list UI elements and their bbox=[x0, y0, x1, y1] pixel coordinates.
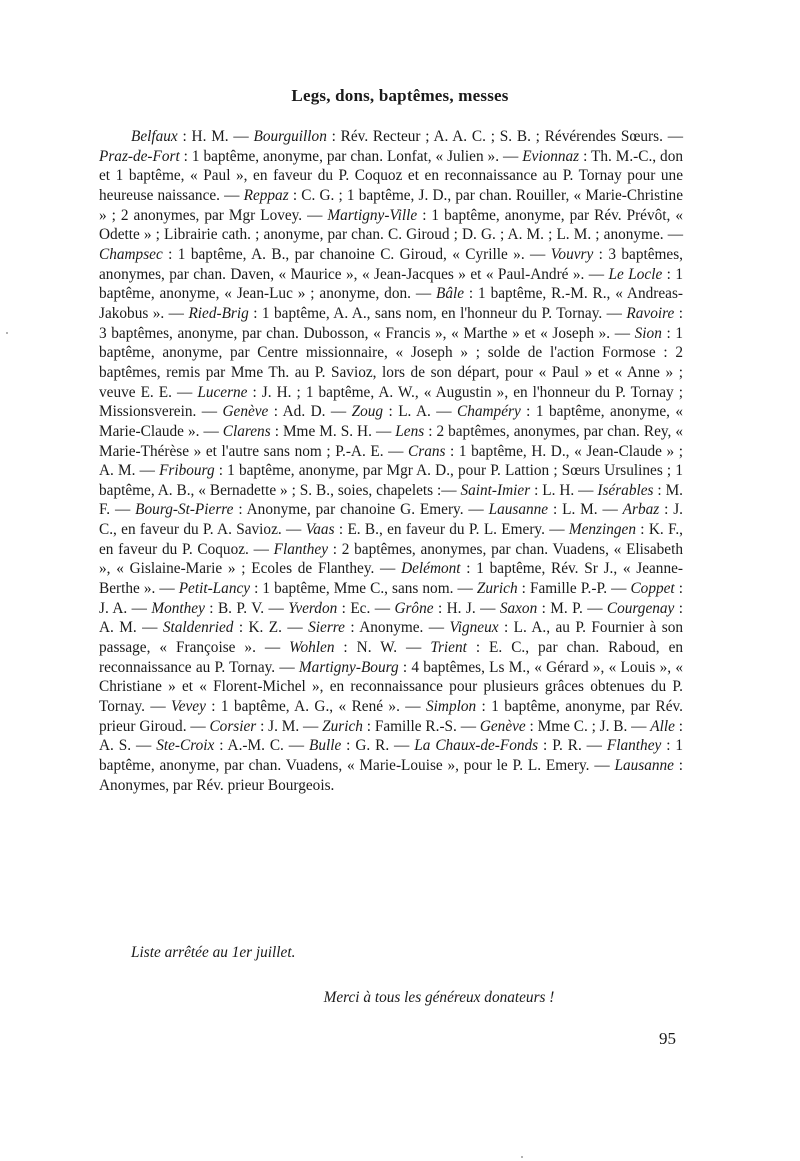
place-name: Isérables bbox=[597, 481, 654, 499]
place-name: Staldenried bbox=[162, 619, 234, 637]
donation-detail: : 1 baptême, A. B., par chanoine C. Giroud, « Cyrille ». — bbox=[162, 245, 551, 263]
place-name: Grône bbox=[394, 599, 434, 617]
donation-detail: : H. J. — bbox=[433, 599, 500, 617]
donation-detail: : Anonyme, par chanoine G. Emery. — bbox=[233, 501, 489, 519]
place-name: Fribourg bbox=[159, 462, 215, 480]
donation-detail: : N. W. — bbox=[334, 639, 431, 657]
place-name: Champéry bbox=[457, 403, 521, 421]
donation-detail: : 1 baptême, anonyme, « Marie-Claude ». — bbox=[99, 403, 684, 440]
donation-detail: : 1 baptême, anonyme, par Rév. Prévôt, « Odette » ; Librairie cath. ; anonyme, par chan. C. Giroud ; D. G. ; A. M. ; L. M. ; anonyme. — bbox=[99, 206, 683, 244]
donation-detail: : 3 baptêmes, anonyme, par chan. Dubosson, « Francis », « Marthe » et « Joseph ». — bbox=[99, 304, 683, 342]
donation-detail: : 1 baptême, anonyme, par Centre missionnaire, « Joseph » ; solde de l'action Formose : 2 baptêmes, remis par Mme Th. au P. Savioz, lors de son départ, pour « Paul » et « Anne » ; veuve E. E. — bbox=[99, 324, 683, 401]
donation-detail: : 1 baptême, H. D., « Jean-Claude » ; A. M. — bbox=[99, 442, 684, 480]
donation-detail: : A.-M. C. — bbox=[214, 737, 309, 755]
place-name: Zoug bbox=[351, 403, 384, 421]
donation-detail: : 1 baptême, anonyme, par Rév. prieur Giroud. — bbox=[99, 698, 683, 735]
donation-detail: : 2 baptêmes, anonymes, par chan. Vuadens, « Elisabeth », « Gislaine-Marie » ; Ecoles de Flanthey. — bbox=[99, 540, 683, 578]
place-name: Alle bbox=[650, 717, 675, 735]
donation-detail: : A. M. — bbox=[99, 599, 684, 637]
donation-detail: : 1 baptême, A. G., « René ». — bbox=[205, 698, 426, 716]
donation-detail: : C. G. ; 1 baptême, J. D., par chan. Rouiller, « Marie-Christine » ; 2 anonymes, par Mgr Lovey. — bbox=[99, 186, 683, 224]
place-name: Saint-Imier bbox=[460, 481, 531, 499]
place-name: Genève bbox=[222, 403, 269, 421]
place-name: Corsier bbox=[209, 717, 257, 735]
place-name: Delémont bbox=[401, 560, 461, 578]
place-name: Genève bbox=[479, 717, 526, 735]
donation-detail: : K. F., en faveur du P. Coquoz. — bbox=[99, 521, 683, 558]
donation-detail: : Ec. — bbox=[337, 599, 395, 617]
place-name: Simplon bbox=[426, 698, 477, 716]
donation-detail: : H. M. — bbox=[177, 128, 254, 145]
donation-detail: : P. R. — bbox=[538, 737, 607, 755]
place-name: Reppaz bbox=[243, 186, 289, 204]
place-name: Sion bbox=[634, 324, 662, 342]
place-name: Lausanne bbox=[614, 757, 674, 774]
donation-detail: : 1 baptême, Rév. Sr J., « Jeanne-Berthe ». — bbox=[99, 560, 683, 598]
donation-detail: : 4 baptêmes, Ls M., « Gérard », « Louis », « Christiane » et « Florent-Michel », en reconnaissance pour plusieurs grâces obtenues du P. Tornay. — bbox=[99, 658, 683, 716]
place-name: Belfaux bbox=[131, 128, 178, 145]
donation-detail: : 3 baptêmes, anonymes, par chan. Daven, « Maurice », « Jean-Jacques » et « Paul-André ». — bbox=[99, 245, 683, 283]
page-number: 95 bbox=[659, 1029, 676, 1048]
page-title: Legs, dons, baptêmes, messes bbox=[291, 86, 509, 105]
donation-detail: : L. A., au P. Fournier à son passage, « Françoise ». — bbox=[99, 619, 683, 657]
place-name: Flanthey bbox=[606, 737, 662, 755]
donation-detail: : 1 baptême, Mme C., sans nom. — bbox=[250, 580, 477, 598]
donation-detail: : Mme M. S. H. — bbox=[270, 422, 396, 440]
place-name: Vaas bbox=[305, 521, 335, 539]
donation-detail: : Anonymes, par Rév. prieur Bourgeois. bbox=[99, 757, 683, 794]
donation-detail: : Famille P.-P. — bbox=[517, 580, 631, 598]
donation-detail: : 1 baptême, R.-M. R., « Andreas-Jakobus ». — bbox=[99, 285, 683, 322]
place-name: Zurich bbox=[322, 717, 363, 735]
place-name: La Chaux-de-Fonds bbox=[414, 737, 539, 755]
place-name: Ste-Croix bbox=[156, 737, 215, 755]
place-name: Trient bbox=[430, 639, 467, 657]
place-name: Lens bbox=[395, 422, 425, 440]
donation-detail: : E. C., par chan. Raboud, en reconnaissance au P. Tornay. — bbox=[99, 639, 684, 676]
donation-detail: : L. A. — bbox=[383, 403, 458, 421]
donation-detail: : Anonyme. — bbox=[344, 619, 450, 637]
donation-detail: : M. F. — bbox=[99, 481, 683, 519]
donation-detail: : 2 baptêmes, anonymes, par chan. Rey, « Marie-Thérèse » et l'autre sans nom ; P.-A. E. — bbox=[99, 422, 683, 460]
scan-speck bbox=[6, 332, 8, 334]
donation-detail: : 1 baptême, anonyme, par chan. Lonfat, « Julien ». — bbox=[179, 147, 523, 165]
place-name: Martigny-Ville bbox=[327, 206, 418, 224]
donation-detail: : Mme C. ; J. B. — bbox=[525, 717, 651, 735]
place-name: Crans bbox=[408, 442, 446, 460]
place-name: Coppet bbox=[630, 580, 675, 598]
place-name: Ried-Brig bbox=[188, 304, 249, 322]
donation-detail: : J. M. — bbox=[256, 717, 323, 735]
place-name: Saxon bbox=[499, 599, 538, 617]
place-name: Bourg-St-Pierre bbox=[135, 501, 234, 519]
donation-detail: : G. R. — bbox=[341, 737, 415, 755]
place-name: Sierre bbox=[308, 619, 345, 637]
place-name: Bâle bbox=[436, 285, 465, 303]
place-name: Vouvry bbox=[550, 245, 594, 263]
place-name: Arbaz bbox=[622, 501, 660, 519]
donation-detail: : 1 baptême, anonyme, par chan. Vuadens, « Marie-Louise », pour le P. L. Emery. — bbox=[99, 737, 683, 774]
donation-detail: : 1 baptême, anonyme, par Mgr A. D., pour P. Lattion ; Sœurs Ursulines ; 1 baptême, A. B., « Bernadette » ; S. B., soies, chapelets :— bbox=[99, 462, 683, 499]
place-name: Martigny-Bourg bbox=[298, 658, 399, 676]
place-name: Menzingen bbox=[568, 521, 636, 539]
place-name: Clarens bbox=[222, 422, 271, 440]
place-name: Lausanne bbox=[488, 501, 549, 519]
place-name: Courgenay bbox=[606, 599, 675, 617]
donation-detail: : A. S. — bbox=[99, 717, 684, 755]
place-name: Flanthey bbox=[273, 540, 328, 558]
donation-detail: : K. Z. — bbox=[233, 619, 309, 637]
place-name: Petit-Lancy bbox=[178, 580, 251, 598]
place-name: Ravoire bbox=[626, 304, 675, 322]
donation-detail: : B. P. V. — bbox=[204, 599, 289, 617]
donation-detail: : Rév. Recteur ; A. A. C. ; S. B. ; Révérendes Sœurs. — bbox=[326, 128, 683, 145]
place-name: Monthey bbox=[151, 599, 205, 617]
place-name: Yverdon bbox=[288, 599, 338, 617]
donation-detail: : L. M. — bbox=[548, 501, 623, 519]
place-name: Vigneux bbox=[449, 619, 499, 637]
donation-detail: : J. A. — bbox=[99, 580, 683, 617]
donation-detail: : M. P. — bbox=[537, 599, 607, 617]
donation-detail: : 1 baptême, anonyme, « Jean-Luc » ; anonyme, don. — bbox=[99, 265, 684, 303]
thanks-line: Merci à tous les généreux donateurs ! bbox=[323, 989, 555, 1006]
donation-detail: : Ad. D. — bbox=[268, 403, 352, 421]
donation-detail: : 1 baptême, A. A., sans nom, en l'honneur du P. Tornay. — bbox=[248, 304, 627, 322]
donations-paragraph bbox=[99, 127, 683, 795]
list-closed-note: Liste arrêtée au 1er juillet. bbox=[131, 944, 296, 961]
place-name: Le Locle bbox=[608, 265, 663, 283]
place-name: Vevey bbox=[171, 698, 206, 716]
place-name: Bourguillon bbox=[253, 128, 327, 145]
place-name: Lucerne bbox=[197, 383, 248, 401]
donation-detail: : Famille R.-S. — bbox=[362, 717, 480, 735]
place-name: Champsec bbox=[99, 245, 163, 263]
place-name: Wohlen bbox=[289, 639, 335, 657]
donation-detail: : L. H. — bbox=[530, 481, 598, 499]
place-name: Bulle bbox=[308, 737, 342, 755]
place-name: Evionnaz bbox=[522, 147, 580, 165]
place-name: Praz-de-Fort bbox=[99, 147, 180, 165]
donation-detail: : J. H. ; 1 baptême, A. W., « Augustin », en l'honneur du P. Tornay ; Missionsverein. — bbox=[99, 383, 683, 421]
donation-detail: : E. B., en faveur du P. L. Emery. — bbox=[334, 521, 569, 539]
donation-detail: : Th. M.-C., don et 1 baptême, « Paul », en faveur du P. Coquoz et en reconnaissance au P. Tornay pour une heureuse naissance. — bbox=[99, 147, 683, 204]
place-name: Zurich bbox=[476, 580, 518, 598]
scan-speck bbox=[521, 1156, 523, 1158]
donation-detail: : J. C., en faveur du P. A. Savioz. — bbox=[99, 501, 683, 539]
